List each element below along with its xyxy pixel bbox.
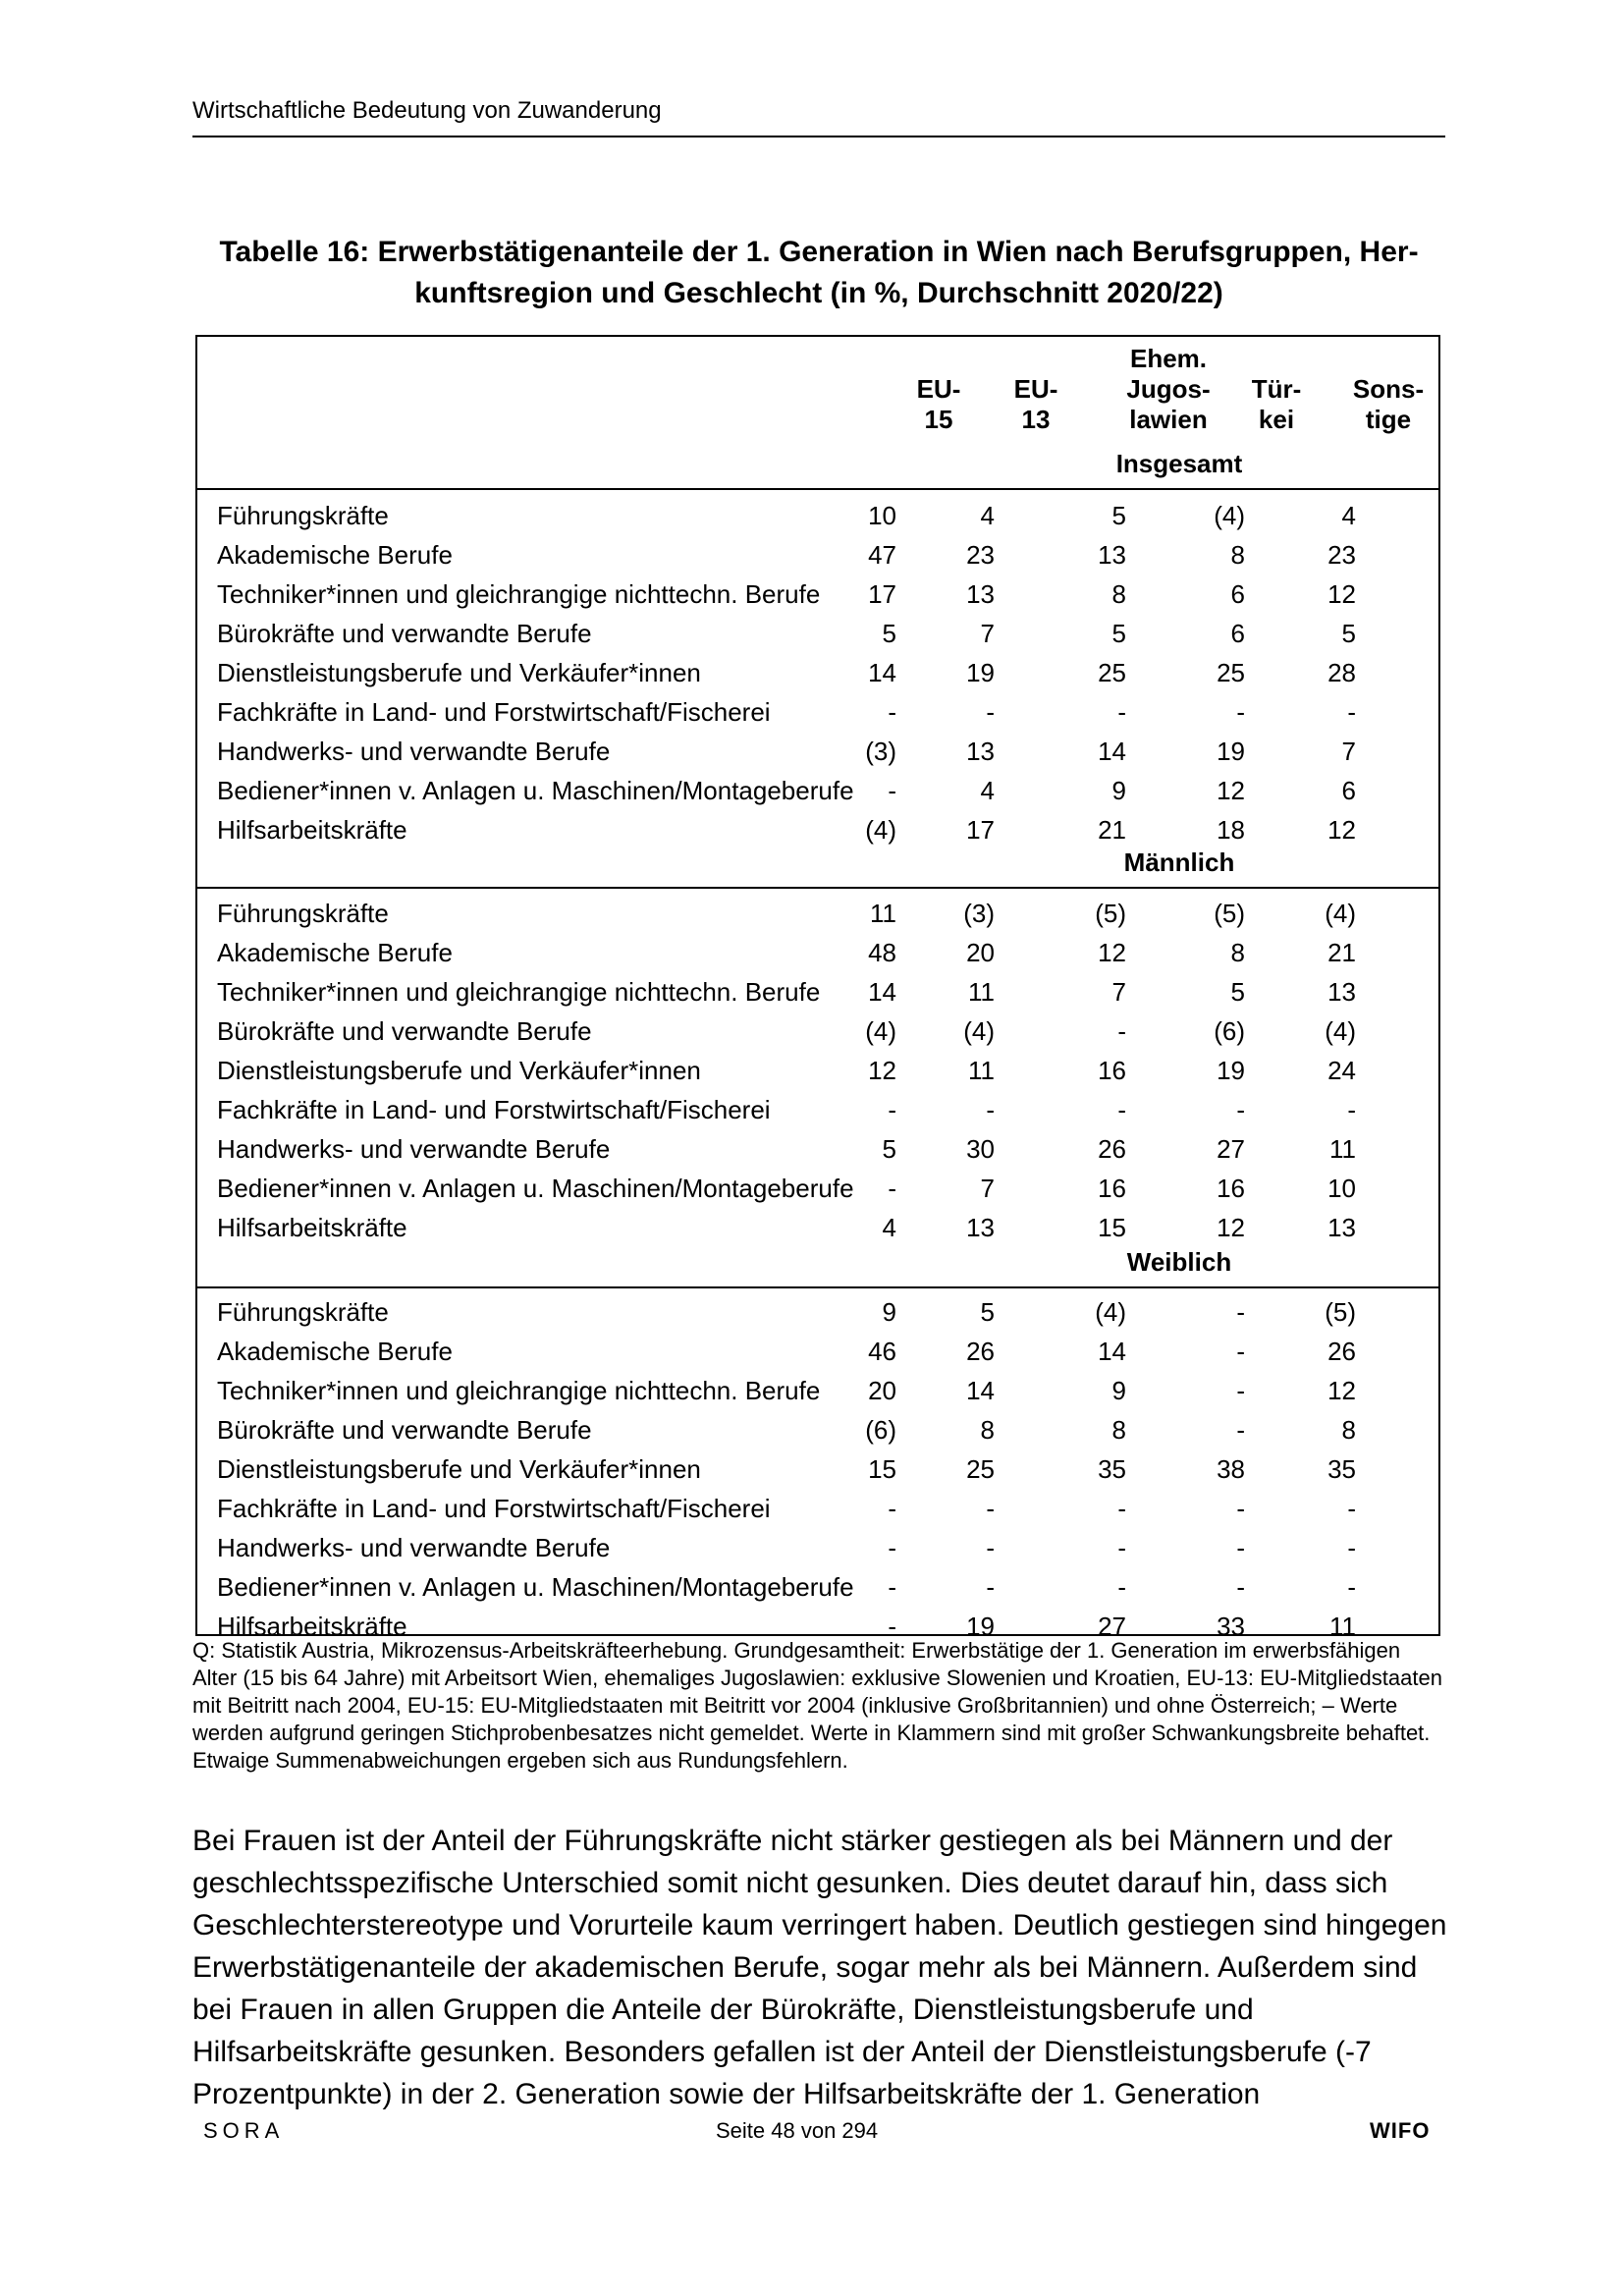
table-cell: 46 <box>868 1337 896 1366</box>
table-cell: 20 <box>966 938 995 967</box>
row-label: Techniker*innen und gleichrangige nichttechn. Berufe <box>217 1376 821 1405</box>
section-title: Männlich <box>1123 847 1235 877</box>
table-cell: (4) <box>865 1016 896 1046</box>
table-cell: - <box>1117 1533 1126 1562</box>
section-divider <box>197 887 1438 889</box>
table-cell: - <box>1236 1415 1245 1445</box>
table-cell: 12 <box>1327 815 1356 845</box>
table-cell: 30 <box>966 1134 995 1164</box>
table-cell: 9 <box>1111 1376 1126 1405</box>
row-label: Fachkräfte in Land- und Forstwirtschaft/Fischerei <box>217 697 771 727</box>
row-label: Akademische Berufe <box>217 938 453 967</box>
table-cell: - <box>986 1095 995 1124</box>
table-cell: 11 <box>1329 1134 1356 1164</box>
table-cell: 38 <box>1217 1454 1245 1484</box>
table-cell: 14 <box>868 977 896 1007</box>
table-cell: (5) <box>1214 899 1245 928</box>
table-cell: 11 <box>968 977 995 1007</box>
table-cell: 14 <box>1098 737 1126 766</box>
table-cell: - <box>1347 1572 1356 1602</box>
row-label: Techniker*innen und gleichrangige nichttechn. Berufe <box>217 977 821 1007</box>
table-row <box>197 771 1438 810</box>
row-label: Fachkräfte in Land- und Forstwirtschaft/Fischerei <box>217 1095 771 1124</box>
table-cell: 13 <box>1327 977 1356 1007</box>
table-cell: 33 <box>1217 1612 1245 1641</box>
table-cell: 4 <box>980 501 995 530</box>
table-cell: - <box>1347 1533 1356 1562</box>
table-cell: 15 <box>1098 1213 1126 1242</box>
table-cell: 6 <box>1230 619 1245 648</box>
table-row <box>197 653 1438 692</box>
table-cell: 5 <box>1341 619 1356 648</box>
table-cell: 4 <box>980 776 995 805</box>
table-cell: 47 <box>868 540 896 570</box>
row-label: Führungskräfte <box>217 899 389 928</box>
table-cell: 5 <box>1111 619 1126 648</box>
table-cell: - <box>1236 1572 1245 1602</box>
row-label: Dienstleistungsberufe und Verkäufer*innen <box>217 658 701 687</box>
column-header-eu15: EU- 15 <box>916 374 961 434</box>
table-cell: (4) <box>963 1016 995 1046</box>
table-row <box>197 732 1438 771</box>
section-divider <box>197 1286 1438 1288</box>
table-cell: 35 <box>1327 1454 1356 1484</box>
table-cell: - <box>1117 1095 1126 1124</box>
table-cell: 35 <box>1098 1454 1126 1484</box>
table-cell: 5 <box>1230 977 1245 1007</box>
row-label: Bediener*innen v. Anlagen u. Maschinen/Montageberufe <box>217 1572 854 1602</box>
table-cell: - <box>1117 697 1126 727</box>
table-cell: 48 <box>868 938 896 967</box>
row-label: Bürokräfte und verwandte Berufe <box>217 1415 592 1445</box>
table-cell: 11 <box>870 899 896 928</box>
caption-line-2: kunftsregion und Geschlecht (in %, Durchschnitt 2020/22) <box>414 277 1223 309</box>
table-cell: 8 <box>1111 1415 1126 1445</box>
table-cell: - <box>888 1095 896 1124</box>
table-cell: 12 <box>1327 1376 1356 1405</box>
table-cell: 21 <box>1098 815 1126 845</box>
row-label: Bediener*innen v. Anlagen u. Maschinen/Montageberufe <box>217 1174 854 1203</box>
section-title: Weiblich <box>1126 1247 1232 1277</box>
table-cell: 7 <box>1111 977 1126 1007</box>
table-cell: 16 <box>1217 1174 1245 1203</box>
table-cell: - <box>986 697 995 727</box>
table-cell: - <box>888 1494 896 1523</box>
row-label: Bediener*innen v. Anlagen u. Maschinen/Montageberufe <box>217 776 854 805</box>
table-cell: 13 <box>966 1213 995 1242</box>
table-cell: 19 <box>966 658 995 687</box>
table-cell: - <box>888 1533 896 1562</box>
table-cell: 12 <box>1327 579 1356 609</box>
table-cell: 14 <box>1098 1337 1126 1366</box>
table-row <box>197 692 1438 732</box>
table-cell: - <box>888 776 896 805</box>
column-header-eu13: EU- 13 <box>1013 374 1058 434</box>
table-cell: - <box>1236 1297 1245 1327</box>
table-cell: - <box>1347 1494 1356 1523</box>
table-cell: - <box>986 1572 995 1602</box>
table-cell: 5 <box>1111 501 1126 530</box>
table-cell: 21 <box>1327 938 1356 967</box>
table-row <box>197 1332 1438 1371</box>
table-cell: 25 <box>966 1454 995 1484</box>
table-cell: - <box>1236 1376 1245 1405</box>
table-cell: 10 <box>868 501 896 530</box>
table-cell: 13 <box>1098 540 1126 570</box>
row-label: Bürokräfte und verwandte Berufe <box>217 1016 592 1046</box>
table-cell: 18 <box>1217 815 1245 845</box>
table-row <box>197 1090 1438 1129</box>
table-row <box>197 1169 1438 1208</box>
table-row <box>197 972 1438 1011</box>
table-row <box>197 1410 1438 1449</box>
table-cell: 14 <box>966 1376 995 1405</box>
table-cell: 8 <box>980 1415 995 1445</box>
table-cell: 11 <box>968 1056 995 1085</box>
table-cell: - <box>888 1612 896 1641</box>
table-cell: - <box>1236 1337 1245 1366</box>
table-cell: 26 <box>1327 1337 1356 1366</box>
table-cell: 25 <box>1098 658 1126 687</box>
table-cell: 8 <box>1230 540 1245 570</box>
table-cell: - <box>888 1572 896 1602</box>
table-cell: 5 <box>882 619 896 648</box>
table-row <box>197 535 1438 574</box>
table-cell: 24 <box>1327 1056 1356 1085</box>
table-cell: - <box>986 1533 995 1562</box>
row-label: Handwerks- und verwandte Berufe <box>217 1134 611 1164</box>
column-header-jugoslawien: Ehem. Jugos- lawien <box>1126 344 1211 434</box>
table-cell: 10 <box>1327 1174 1356 1203</box>
table-cell: 4 <box>1341 501 1356 530</box>
table-cell: 11 <box>1329 1612 1356 1641</box>
data-table <box>195 335 1440 1641</box>
table-cell: 13 <box>1327 1213 1356 1242</box>
running-header: Wirtschaftliche Bedeutung von Zuwanderung <box>192 97 662 124</box>
table-cell: - <box>1117 1572 1126 1602</box>
table-cell: 12 <box>1098 938 1126 967</box>
table-cell: 7 <box>1341 737 1356 766</box>
table-row <box>197 894 1438 933</box>
table-cell: 6 <box>1230 579 1245 609</box>
section-title: Insgesamt <box>1115 449 1243 478</box>
table-cell: (3) <box>963 899 995 928</box>
table-cell: 4 <box>882 1213 896 1242</box>
row-label: Fachkräfte in Land- und Forstwirtschaft/Fischerei <box>217 1494 771 1523</box>
table-row <box>197 1489 1438 1528</box>
table-cell: (6) <box>1214 1016 1245 1046</box>
table-row <box>197 810 1438 849</box>
caption-line-1: Tabelle 16: Erwerbstätigenanteile der 1. Generation in Wien nach Berufsgruppen, Her- <box>219 236 1419 268</box>
row-label: Führungskräfte <box>217 501 389 530</box>
table-cell: 16 <box>1098 1056 1126 1085</box>
table-row <box>197 1208 1438 1247</box>
table-row <box>197 933 1438 972</box>
table-cell: 19 <box>1217 1056 1245 1085</box>
table-cell: (4) <box>1214 501 1245 530</box>
table-cell: 17 <box>868 579 896 609</box>
row-label: Akademische Berufe <box>217 540 453 570</box>
table-cell: 8 <box>1111 579 1126 609</box>
table-cell: 9 <box>882 1297 896 1327</box>
body-paragraph: Bei Frauen ist der Anteil der Führungskräfte nicht stärker gestiegen als bei Männern und der geschlechtsspezifische Unterschied somit nicht gesunken. Dies deutet darauf hin, dass sich Geschlechterstereotype und Vorurteile kaum verringert haben. Deutlich gestiegen sind hingegen Erwerbstätigenanteile der akademischen Berufe, sogar mehr als bei Männern. Außerdem sind bei Frauen in allen Gruppen die Anteile der Bürokräfte, Dienstleistungsberufe und Hilfsarbeitskräfte gesunken. Besonders gefallen ist der Anteil der Dienstleistungsberufe (-7 Prozentpunkte) in der 2. Generation sowie der Hilfsarbeitskräfte der 1. Generation <box>192 1825 1447 2110</box>
row-label: Techniker*innen und gleichrangige nichttechn. Berufe <box>217 579 821 609</box>
table-cell: - <box>888 697 896 727</box>
table-cell: 8 <box>1230 938 1245 967</box>
header-divider <box>192 136 1445 137</box>
table-cell: 16 <box>1098 1174 1126 1203</box>
table-row <box>197 496 1438 535</box>
table-cell: (5) <box>1325 1297 1356 1327</box>
row-label: Dienstleistungsberufe und Verkäufer*innen <box>217 1454 701 1484</box>
table-cell: 17 <box>966 815 995 845</box>
row-label: Führungskräfte <box>217 1297 389 1327</box>
table-cell: 28 <box>1327 658 1356 687</box>
table-cell: - <box>986 1494 995 1523</box>
table-cell: 23 <box>966 540 995 570</box>
table-cell: 26 <box>1098 1134 1126 1164</box>
table-cell: (4) <box>1095 1297 1126 1327</box>
table-row <box>197 1449 1438 1489</box>
table-cell: 12 <box>1217 1213 1245 1242</box>
table-cell: 25 <box>1217 658 1245 687</box>
table-cell: (3) <box>865 737 896 766</box>
table-cell: (5) <box>1095 899 1126 928</box>
table-row <box>197 1292 1438 1332</box>
row-label: Hilfsarbeitskräfte <box>217 1213 407 1242</box>
table-cell: 13 <box>966 579 995 609</box>
table-cell: 26 <box>966 1337 995 1366</box>
row-label: Handwerks- und verwandte Berufe <box>217 737 611 766</box>
table-cell: - <box>1236 1494 1245 1523</box>
table-row <box>197 614 1438 653</box>
page-number: Seite 48 von 294 <box>716 2118 879 2143</box>
table-cell: - <box>888 1174 896 1203</box>
table-cell: - <box>1236 1533 1245 1562</box>
table-cell: - <box>1236 697 1245 727</box>
row-label: Handwerks- und verwandte Berufe <box>217 1533 611 1562</box>
table-row <box>197 1011 1438 1051</box>
table-cell: 12 <box>868 1056 896 1085</box>
table-cell: 13 <box>966 737 995 766</box>
table-cell: 9 <box>1111 776 1126 805</box>
table-row <box>197 1567 1438 1607</box>
table-cell: 6 <box>1341 776 1356 805</box>
table-cell: (4) <box>1325 899 1356 928</box>
row-label: Akademische Berufe <box>217 1337 453 1366</box>
table-cell: - <box>1236 1095 1245 1124</box>
table-cell: - <box>1347 1095 1356 1124</box>
table-caption <box>192 232 1445 314</box>
table-cell: 19 <box>966 1612 995 1641</box>
table-row <box>197 1371 1438 1410</box>
table-cell: 8 <box>1341 1415 1356 1445</box>
table-cell: 5 <box>882 1134 896 1164</box>
table-cell: 19 <box>1217 737 1245 766</box>
table-cell: 7 <box>980 619 995 648</box>
row-label: Hilfsarbeitskräfte <box>217 815 407 845</box>
footer-right-logo: WIFO <box>1370 2118 1431 2143</box>
row-label: Bürokräfte und verwandte Berufe <box>217 619 592 648</box>
table-cell: 20 <box>868 1376 896 1405</box>
column-header-sonstige: Sons- tige <box>1352 374 1425 434</box>
table-cell: - <box>1347 697 1356 727</box>
table-cell: (6) <box>865 1415 896 1445</box>
row-label: Hilfsarbeitskräfte <box>217 1612 407 1641</box>
table-cell: 27 <box>1217 1134 1245 1164</box>
table-cell: 14 <box>868 658 896 687</box>
table-cell: 12 <box>1217 776 1245 805</box>
table-cell: 7 <box>980 1174 995 1203</box>
table-row <box>197 574 1438 614</box>
footer-left-logo: SORA <box>203 2118 285 2143</box>
table-cell: 27 <box>1098 1612 1126 1641</box>
source-note: Q: Statistik Austria, Mikrozensus-Arbeitskräfteerhebung. Grundgesamtheit: Erwerbstätige der 1. Generation im erwerbsfähigen Alter (15 bis 64 Jahre) mit Arbeitsort Wien, ehemaliges Jugoslawien: exklusive Slowenien und Kroatien, EU-13: EU-Mitgliedstaaten mit Beitritt nach 2004, EU-15: EU-Mitgliedstaaten mit Beitritt vor 2004 (inklusive Großbritannien) und ohne Österreich; – Werte werden aufgrund geringen Stichprobenbesatzes nicht gemeldet. Werte in Klammern sind mit großer Schwankungsbreite behaftet. Etwaige Summenabweichungen ergeben sich aus Rundungsfehlern. <box>192 1638 1442 1773</box>
table-cell: - <box>1117 1016 1126 1046</box>
table-row <box>197 1528 1438 1567</box>
table-cell: 5 <box>980 1297 995 1327</box>
row-label: Dienstleistungsberufe und Verkäufer*innen <box>217 1056 701 1085</box>
table-row <box>197 1129 1438 1169</box>
table-cell: - <box>1117 1494 1126 1523</box>
table-cell: (4) <box>865 815 896 845</box>
table-cell: (4) <box>1325 1016 1356 1046</box>
table-row <box>197 1051 1438 1090</box>
section-divider <box>197 488 1438 490</box>
table-cell: 15 <box>868 1454 896 1484</box>
table-cell: 23 <box>1327 540 1356 570</box>
column-header-tuerkei: Tür- kei <box>1251 374 1302 434</box>
